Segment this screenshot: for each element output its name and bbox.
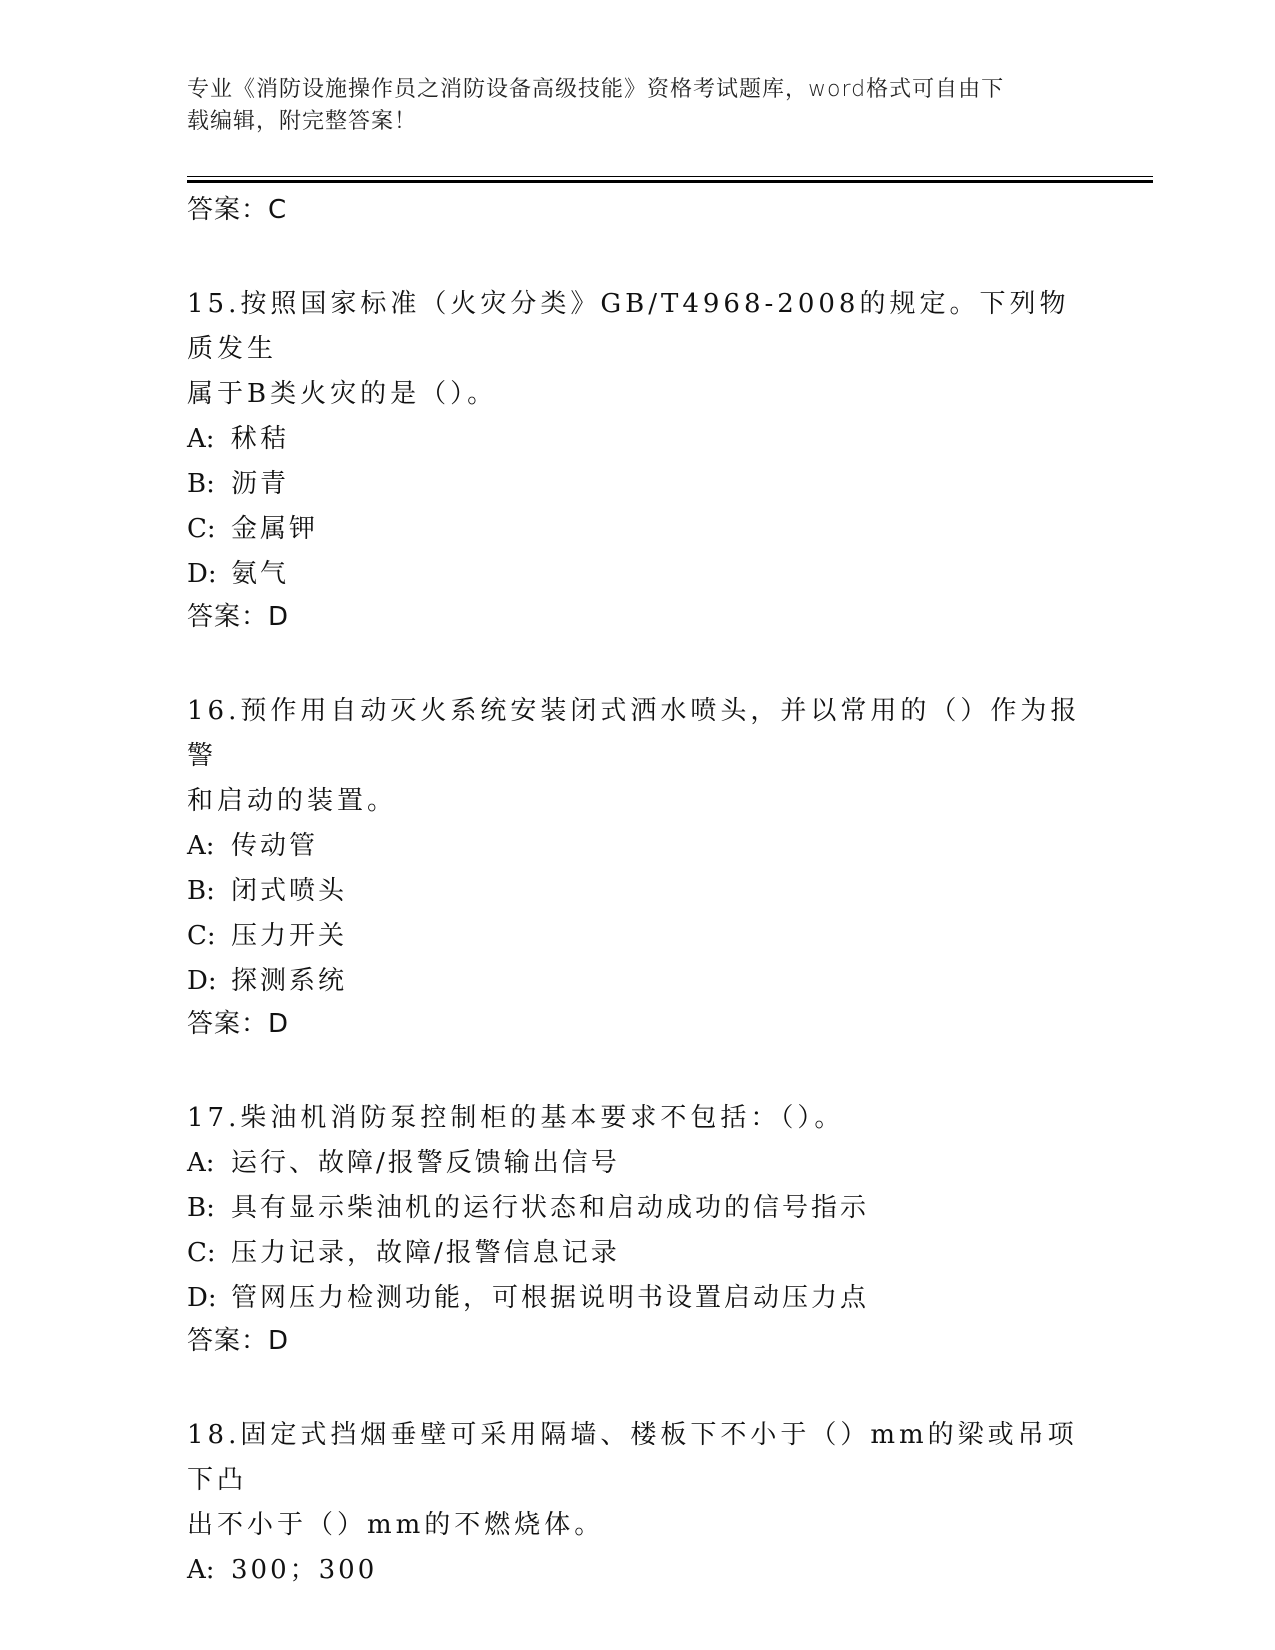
answer-line: 答案：C [187,195,288,225]
option-key: D: [187,1283,217,1313]
option-key: B: [187,876,215,906]
option-a [187,417,1087,462]
option-c [187,507,1087,552]
header-divider-thin [187,176,1153,177]
question-16 [187,689,1087,1044]
header-line-1: 专业《消防设施操作员之消防设备高级技能》资格考试题库，word格式可自由下 [187,77,1005,102]
document-header [187,74,1087,138]
option-d [187,959,1087,1004]
option-value: 压力记录，故障/报警信息记录 [231,1238,620,1268]
option-value: 具有显示柴油机的运行状态和启动成功的信号指示 [231,1193,870,1223]
option-d [187,1276,1087,1321]
option-a [187,824,1087,869]
header-line-2: 载编辑，附完整答案！ [187,109,418,134]
option-value: 氨气 [231,559,290,589]
option-c [187,914,1087,959]
document-content [187,190,1087,1593]
option-value: 300；300 [231,1555,378,1585]
question-text-line: 17.柴油机消防泵控制柜的基本要求不包括：（）。 [187,1103,845,1133]
header-divider-thick [187,180,1153,183]
option-key: D: [187,966,217,996]
option-key: C: [187,514,216,544]
question-text-line: 18.固定式挡烟垂壁可采用隔墙、楼板下不小于（）mm的梁或吊项下凸 [187,1420,1078,1495]
option-value: 管网压力检测功能，可根据说明书设置启动压力点 [231,1283,870,1313]
option-value: 秫秸 [231,424,290,454]
option-key: A: [187,1555,215,1585]
question-15 [187,282,1087,637]
option-key: A: [187,424,215,454]
answer-line: 答案：D [187,1326,290,1356]
question-text-line: 16.预作用自动灭火系统安装闭式洒水喷头，并以常用的（）作为报警 [187,696,1081,771]
option-value: 运行、故障/报警反馈输出信号 [231,1148,620,1178]
question-text-line: 出不小于（）mm的不燃烧体。 [187,1510,605,1540]
option-key: B: [187,1193,215,1223]
option-key: A: [187,831,215,861]
question-17 [187,1096,1087,1361]
option-b [187,1186,1087,1231]
option-value: 闭式喷头 [231,876,348,906]
option-a [187,1141,1087,1186]
option-key: A: [187,1148,215,1178]
option-c [187,1231,1087,1276]
answer-line: 答案：D [187,602,290,632]
answer-line: 答案：D [187,1009,290,1039]
option-key: C: [187,1238,216,1268]
question-text-line: 15.按照国家标准（火灾分类》GB/T4968-2008的规定。下列物质发生 [187,289,1070,364]
option-value: 压力开关 [231,921,348,951]
option-value: 传动管 [231,831,319,861]
option-a [187,1548,1087,1593]
option-key: B: [187,469,215,499]
option-value: 沥青 [231,469,290,499]
option-d [187,552,1087,597]
question-text-line: 属于B类火灾的是（）。 [187,379,498,409]
option-key: C: [187,921,216,951]
option-value: 金属钾 [231,514,319,544]
question-text-line: 和启动的装置。 [187,786,398,816]
option-key: D: [187,559,217,589]
option-b [187,462,1087,507]
option-value: 探测系统 [231,966,348,996]
option-b [187,869,1087,914]
question-18 [187,1413,1087,1593]
